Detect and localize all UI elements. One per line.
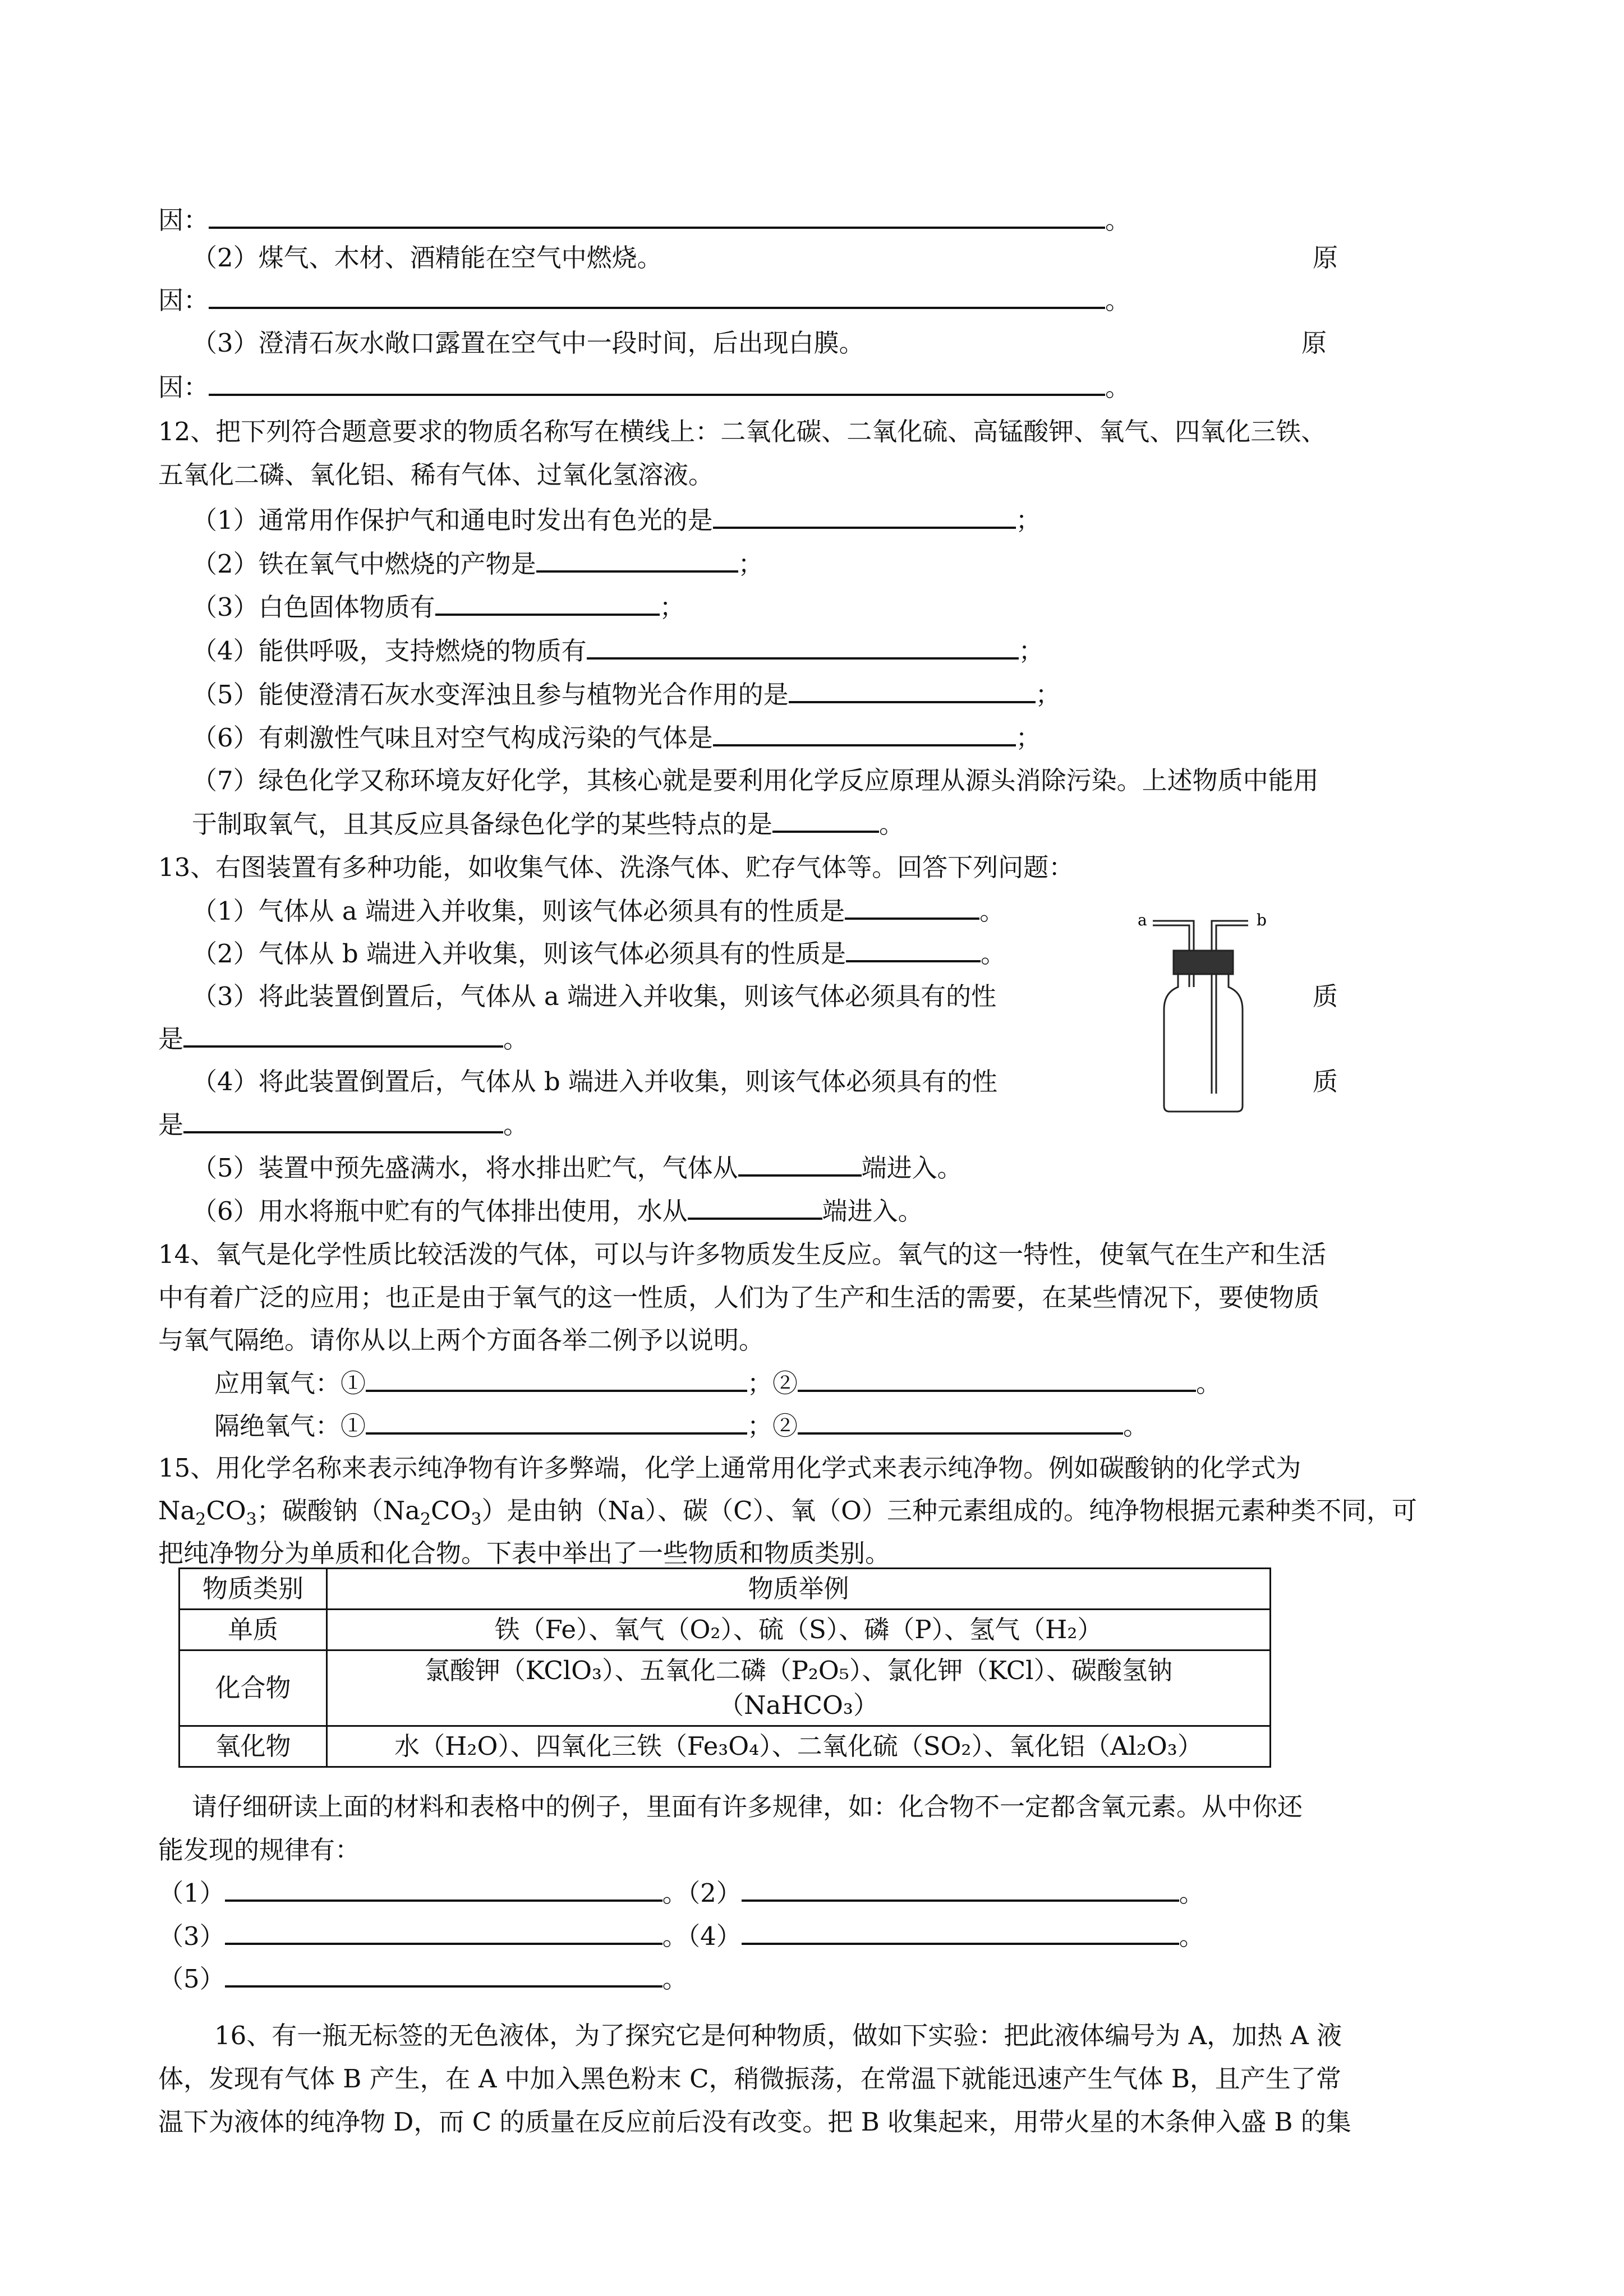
q15-line-2 [158, 1493, 1417, 1538]
semicolon: ； [1035, 680, 1061, 709]
period: 。 [879, 809, 905, 839]
formula-text: ；碳酸钠（Na [256, 1496, 420, 1525]
bottle-body [1164, 973, 1243, 1112]
question-text: （4）能供呼吸，支持燃烧的物质有 [192, 636, 587, 666]
q13-item-3-answer [158, 1021, 528, 1057]
q12-item-2 [192, 546, 763, 582]
answer-blank[interactable] [225, 1875, 663, 1902]
answer-blank[interactable] [713, 720, 1016, 746]
q12-stem-1: 12、把下列符合题意要求的物质名称写在横线上：二氧化碳、二氧化硫、高锰酸钾、氧气、四氧化三铁、 [158, 417, 1327, 446]
period: 。 [503, 1110, 529, 1140]
separator: ；② [747, 1411, 798, 1441]
answer-blank[interactable] [209, 369, 1105, 396]
answer-blank[interactable] [209, 282, 1105, 309]
question-text: 是 [158, 1024, 184, 1054]
q13-item-2 [192, 935, 1006, 972]
answer-blank[interactable] [742, 1875, 1179, 1902]
q14-apply [214, 1365, 1221, 1401]
answer-blank[interactable] [183, 1106, 503, 1133]
question-text: （6）有刺激性气味且对空气构成污染的气体是 [192, 723, 713, 753]
semicolon: ； [1015, 505, 1041, 535]
rule-number: （3） [158, 1921, 225, 1951]
q11-item-3: （3）澄清石灰水敞口露置在空气中一段时间，后出现白膜。 [192, 328, 864, 358]
answer-blank[interactable] [742, 1918, 1179, 1945]
q13-item-3-tail: 质 [1313, 981, 1338, 1011]
q13-item-1 [192, 893, 1005, 929]
question-text: 应用氧气：① [214, 1368, 366, 1398]
label-b: b [1257, 911, 1267, 929]
answer-blank[interactable] [366, 1365, 747, 1392]
q14-line-1: 14、氧气是化学性质比较活泼的气体，可以与许多物质发生反应。氧气的这一特性，使氧气在生产和生活 [158, 1239, 1327, 1269]
answer-blank[interactable] [183, 1021, 503, 1048]
q16-line-1: 16、有一瓶无标签的无色液体，为了探究它是何种物质，做如下实验：把此液体编号为 A，加热 A 液 [214, 2021, 1342, 2050]
q11-reason-line-3 [158, 369, 1130, 405]
answer-blank[interactable] [209, 202, 1105, 229]
q13-item-4-tail: 质 [1313, 1067, 1338, 1096]
period: 。 [1105, 372, 1131, 402]
rubber-stopper [1174, 951, 1233, 974]
q15-rule-1-2 [158, 1875, 1204, 1911]
question-text: （2）气体从 b 端进入并收集，则该气体必须具有的性质是 [192, 939, 846, 969]
answer-blank[interactable] [587, 633, 1019, 660]
q12-stem-2: 五氧化二磷、氧化铝、稀有气体、过氧化氢溶液。 [158, 460, 714, 490]
question-text: （6）用水将瓶中贮有的气体排出使用，水从 [192, 1196, 688, 1226]
substance-table [178, 1567, 1271, 1768]
period: 。 [1105, 285, 1131, 315]
table-cell: 氧化物 [180, 1726, 327, 1767]
answer-blank[interactable] [845, 893, 979, 920]
q13-stem: 13、右图装置有多种功能，如收集气体、洗涤气体、贮存气体等。回答下列问题： [158, 852, 1074, 882]
question-text: ）是由钠（Na）、碳（C）、氧（O）三种元素组成的。纯净物根据元素种类不同，可 [481, 1496, 1417, 1525]
rule-number: （5） [158, 1964, 225, 1994]
subscript: 2 [195, 1510, 206, 1529]
q15-line-1: 15、用化学名称来表示纯净物有许多弊端，化学上通常用化学式来表示纯净物。例如碳酸钠的化学式为 [158, 1453, 1301, 1483]
question-text: （1）通常用作保护气和通电时发出有色光的是 [192, 505, 713, 535]
q14-line-3: 与氧气隔绝。请你从以上两个方面各举二例予以说明。 [158, 1325, 765, 1355]
question-text: 于制取氧气，且其反应具备绿色化学的某些特点的是 [192, 809, 773, 839]
q13-item-4-answer [158, 1106, 528, 1143]
q15-after-1: 请仔细研读上面的材料和表格中的例子，里面有许多规律，如：化合物不一定都含氧元素。从中你还 [192, 1792, 1303, 1822]
question-text: 隔绝氧气：① [214, 1411, 366, 1441]
answer-blank[interactable] [435, 589, 660, 616]
q11-item-2: （2）煤气、木材、酒精能在空气中燃烧。 [192, 243, 663, 273]
semicolon: ； [659, 592, 685, 622]
period: 。 [1179, 1878, 1204, 1908]
subscript: 3 [471, 1510, 482, 1529]
answer-blank[interactable] [798, 1365, 1196, 1392]
period: 。 [662, 1964, 688, 1994]
q13-item-4: （4）将此装置倒置后，气体从 b 端进入并收集，则该气体必须具有的性 [192, 1067, 998, 1096]
rule-number: （1） [158, 1878, 225, 1908]
q15-rule-3-4 [158, 1918, 1204, 1954]
gas-bottle-diagram [1133, 903, 1290, 1116]
q11-reason-line-1 [158, 202, 1130, 238]
period: 。 [981, 939, 1006, 969]
label-a: a [1138, 911, 1147, 929]
table-row [180, 1726, 1271, 1767]
reason-prefix: 因： [158, 372, 209, 402]
answer-blank[interactable] [366, 1408, 747, 1435]
table-cell: 铁（Fe）、氧气（O₂）、硫（S）、磷（P）、氢气（H₂） [327, 1610, 1271, 1650]
subscript: 2 [420, 1510, 431, 1529]
table-cell: 化合物 [180, 1650, 327, 1726]
rule-number: 。（2） [662, 1878, 742, 1908]
q12-item-5 [192, 676, 1061, 713]
q12-item-7-line-1: （7）绿色化学又称环境友好化学，其核心就是要利用化学反应原理从源头消除污染。上述物质中能用 [192, 766, 1319, 795]
table-header: 物质类别 [180, 1569, 327, 1610]
question-text: （2）铁在氧气中燃烧的产物是 [192, 549, 536, 579]
question-text: （5）能使澄清石灰水变浑浊且参与植物光合作用的是 [192, 680, 789, 709]
answer-blank[interactable] [536, 546, 738, 573]
period: 。 [1123, 1411, 1149, 1441]
answer-blank[interactable] [789, 676, 1036, 703]
table-cell: 单质 [180, 1610, 327, 1650]
answer-blank[interactable] [225, 1961, 663, 1988]
period: 。 [1196, 1368, 1222, 1398]
question-text: 端进入。 [861, 1153, 963, 1183]
period: 。 [1179, 1921, 1204, 1951]
reason-word: 原 [1301, 328, 1327, 358]
subscript: 3 [246, 1510, 257, 1529]
q11-reason-line-2 [158, 282, 1130, 319]
period: 。 [1105, 205, 1131, 235]
answer-blank[interactable] [846, 935, 981, 962]
table-cell-line: 氯酸钾（KClO₃）、五氧化二磷（P₂O₅）、氯化钾（KCl）、碳酸氢钠 [424, 1656, 1173, 1685]
answer-blank[interactable] [798, 1408, 1123, 1435]
answer-blank[interactable] [688, 1193, 822, 1220]
table-row [180, 1610, 1271, 1650]
question-text: （5）装置中预先盛满水，将水排出贮气，气体从 [192, 1153, 738, 1183]
q16-line-3: 温下为液体的纯净物 D，而 C 的质量在反应前后没有改变。把 B 收集起来，用带火星的木条伸入盛 B 的集 [158, 2107, 1351, 2137]
period: 。 [979, 896, 1005, 926]
q14-line-2: 中有着广泛的应用；也正是由于氧气的这一性质，人们为了生产和生活的需要，在某些情况下，要使物质 [158, 1283, 1320, 1312]
semicolon: ； [1015, 723, 1041, 753]
table-header-row [180, 1569, 1271, 1610]
q12-item-1 [192, 502, 1041, 538]
q12-item-4 [192, 633, 1044, 669]
table-header: 物质举例 [327, 1569, 1271, 1610]
reason-prefix: 因： [158, 205, 209, 235]
table-row [180, 1650, 1271, 1726]
reason-word: 原 [1313, 243, 1338, 273]
answer-blank[interactable] [713, 502, 1016, 529]
q16-line-2: 体，发现有气体 B 产生，在 A 中加入黑色粉末 C，稍微振荡，在常温下就能迅速产生气体 B，且产生了常 [158, 2064, 1341, 2094]
answer-blank[interactable] [772, 806, 879, 833]
q15-rule-5 [158, 1961, 688, 1997]
question-text: 是 [158, 1110, 184, 1140]
answer-blank[interactable] [738, 1150, 862, 1177]
question-text: （3）白色固体物质有 [192, 592, 435, 622]
formula-text: CO [431, 1496, 471, 1525]
semicolon: ； [1018, 636, 1044, 666]
table-cell [327, 1650, 1271, 1726]
q13-item-3: （3）将此装置倒置后，气体从 a 端进入并收集，则该气体必须具有的性 [192, 981, 997, 1011]
reason-prefix: 因： [158, 285, 209, 315]
semicolon: ； [738, 549, 763, 579]
period: 。 [503, 1024, 529, 1054]
q12-item-3 [192, 589, 685, 625]
q14-isolate [214, 1408, 1148, 1444]
answer-blank[interactable] [225, 1918, 663, 1945]
separator: ；② [747, 1368, 798, 1398]
q15-after-2: 能发现的规律有： [158, 1835, 361, 1865]
formula-text: Na [158, 1496, 196, 1525]
rule-number: 。（4） [662, 1921, 742, 1951]
formula-text: CO [206, 1496, 246, 1525]
question-text: 端进入。 [822, 1196, 923, 1226]
q15-line-3: 把纯净物分为单质和化合物。下表中举出了一些物质和物质类别。 [158, 1538, 891, 1568]
table-cell-line: （NaHCO₃） [719, 1690, 878, 1720]
q12-item-6 [192, 720, 1041, 756]
q13-item-6 [192, 1193, 923, 1229]
question-text: （1）气体从 a 端进入并收集，则该气体必须具有的性质是 [192, 896, 845, 926]
q13-item-5 [192, 1150, 963, 1186]
q12-item-7-line-2 [192, 806, 904, 842]
table-cell: 水（H₂O）、四氧化三铁（Fe₃O₄）、二氧化硫（SO₂）、氧化铝（Al₂O₃） [327, 1726, 1271, 1767]
